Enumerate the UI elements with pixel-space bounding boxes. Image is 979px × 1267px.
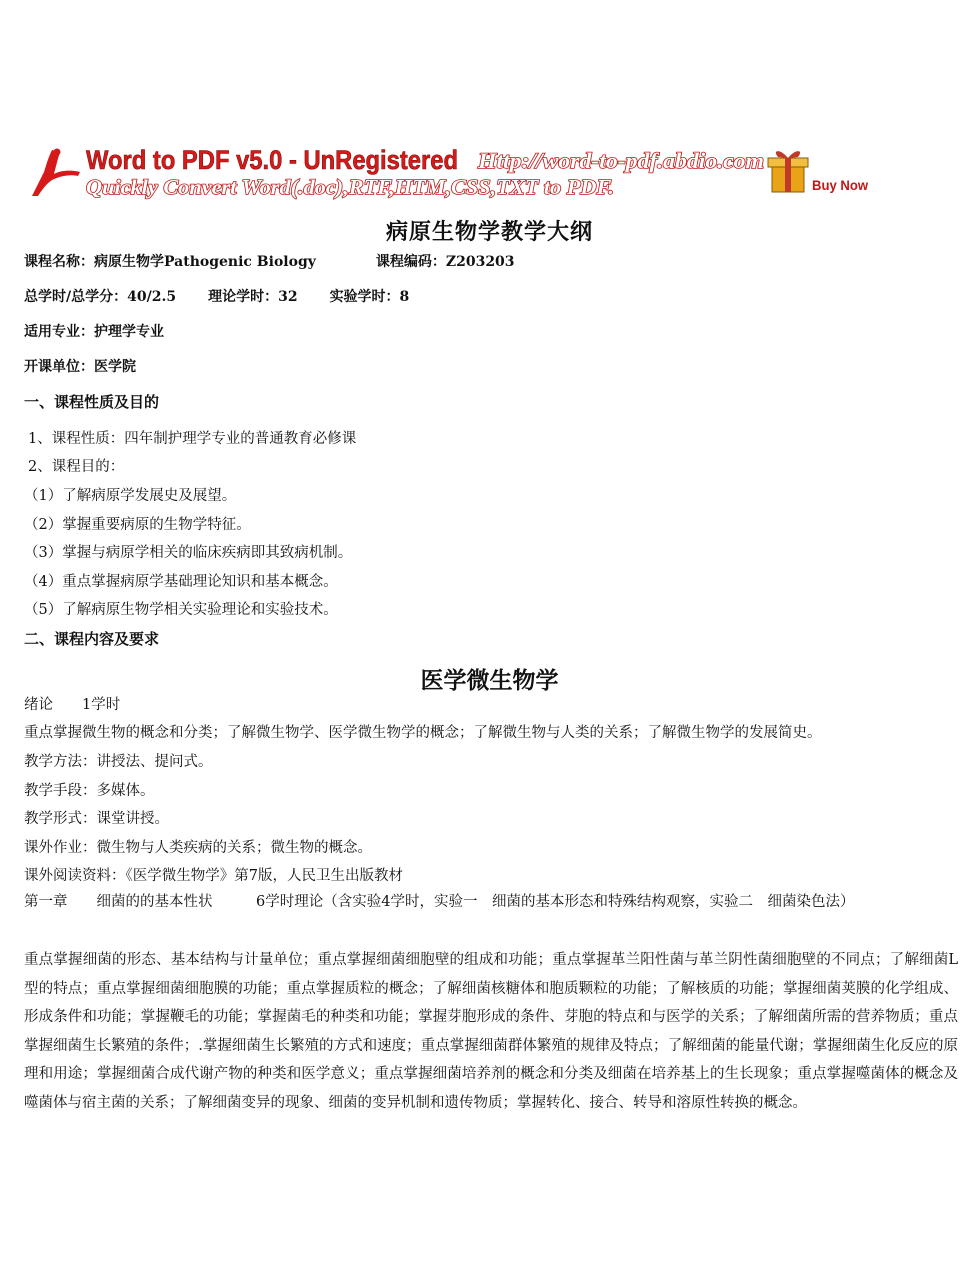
intro-line: 重点掌握微生物的概念和分类；了解微生物学、医学微生物学的概念；了解微生物与人类的关系；了解微生物学的发展简史。 <box>24 725 822 741</box>
course-code: 课程编码：Z203203 <box>375 254 515 270</box>
banner-url[interactable]: Http://word-to-pdf.abdio.com <box>476 148 764 173</box>
hours-credits: 总学时/总学分：40/2.5 <box>24 289 177 305</box>
section-heading-2: 二、课程内容及要求 <box>24 630 160 648</box>
section1-item: （3）掌握与病原学相关的临床疾病即其致病机制。 <box>24 545 353 561</box>
intro-line: 教学手段：多媒体。 <box>24 783 155 799</box>
section1-item: （5）了解病原生物学相关实验理论和实验技术。 <box>24 602 338 618</box>
course-name-row <box>24 251 515 271</box>
chapter1-body: 重点掌握细菌的形态、基本结构与计量单位；重点掌握细菌细胞壁的组成和功能；重点掌握革兰阳性菌与革兰阴性菌细胞壁的不同点；了解细菌L型的特点；重点掌握细菌细胞膜的功能；重点掌握质粒的概念；了解细菌核糖体和胞质颗粒的功能；了解核质的功能；掌握细菌荚膜的化学组成、形成条件和功能；掌握鞭毛的功能；掌握菌毛的种类和功能；掌握芽胞形成的条件、芽胞的特点和与医学的关系；了解细菌所需的营养物质；重点掌握细菌生长繁殖的条件；.掌握细菌生长繁殖的方式和速度；重点掌握细菌群体繁殖的规律及特点；了解细菌的能量代谢；掌握细菌生化反应的原理和用途；掌握细菌合成代谢产物的种类和医学意义；重点掌握细菌培养剂的概念和分类及细菌在培养基上的生长现象；重点掌握噬菌体的概念及噬菌体与宿主菌的关系；了解细菌变异的现象、细菌的变异机制和遗传物质；掌握转化、接合、转导和溶原性转换的概念。 <box>24 952 958 1111</box>
intro-line: 教学形式：课堂讲授。 <box>24 811 169 827</box>
section1-item: 1、课程性质：四年制护理学专业的普通教育必修课 <box>28 431 357 447</box>
theory-hours: 理论学时：32 <box>208 289 298 305</box>
major: 适用专业：护理学专业 <box>24 324 164 340</box>
section-heading-1: 一、课程性质及目的 <box>24 393 160 411</box>
gift-icon[interactable] <box>768 151 808 192</box>
course-name: 课程名称：病原生物学Pathogenic Biology <box>24 254 316 270</box>
acrobat-logo-icon <box>32 149 80 197</box>
section1-item: （1）了解病原学发展史及展望。 <box>24 488 237 504</box>
lab-hours: 实验学时：8 <box>329 289 410 305</box>
intro-line: 课外作业：微生物与人类疾病的关系；微生物的概念。 <box>24 840 372 856</box>
section1-item: 2、课程目的： <box>28 459 125 475</box>
department: 开课单位：医学院 <box>24 359 136 375</box>
section1-item: （2）掌握重要病原的生物学特征。 <box>24 517 251 533</box>
watermark-banner <box>30 144 880 200</box>
banner-tagline: Quickly Convert Word(.doc),RTF,HTM,CSS,TXT to PDF. <box>86 175 614 199</box>
chapter1-heading: 第一章 细菌的的基本性状 6学时理论（含实验4学时，实验一 细菌的基本形态和特殊结构观察，实验二 细菌染色法） <box>24 894 855 910</box>
hours-row <box>24 286 409 306</box>
intro-line: 教学方法：讲授法、提问式。 <box>24 754 213 770</box>
section1-item: （4）重点掌握病原学基础理论知识和基本概念。 <box>24 574 338 590</box>
intro-line: 课外阅读资料：《医学微生物学》第7版，人民卫生出版教材 <box>24 868 403 884</box>
buy-now-button[interactable]: Buy Now <box>812 177 869 193</box>
intro-heading: 绪论 1学时 <box>24 697 121 713</box>
subject-title: 医学微生物学 <box>420 668 559 694</box>
banner-title: Word to PDF v5.0 - UnRegistered <box>86 145 458 175</box>
page-title: 病原生物学教学大纲 <box>385 220 593 245</box>
